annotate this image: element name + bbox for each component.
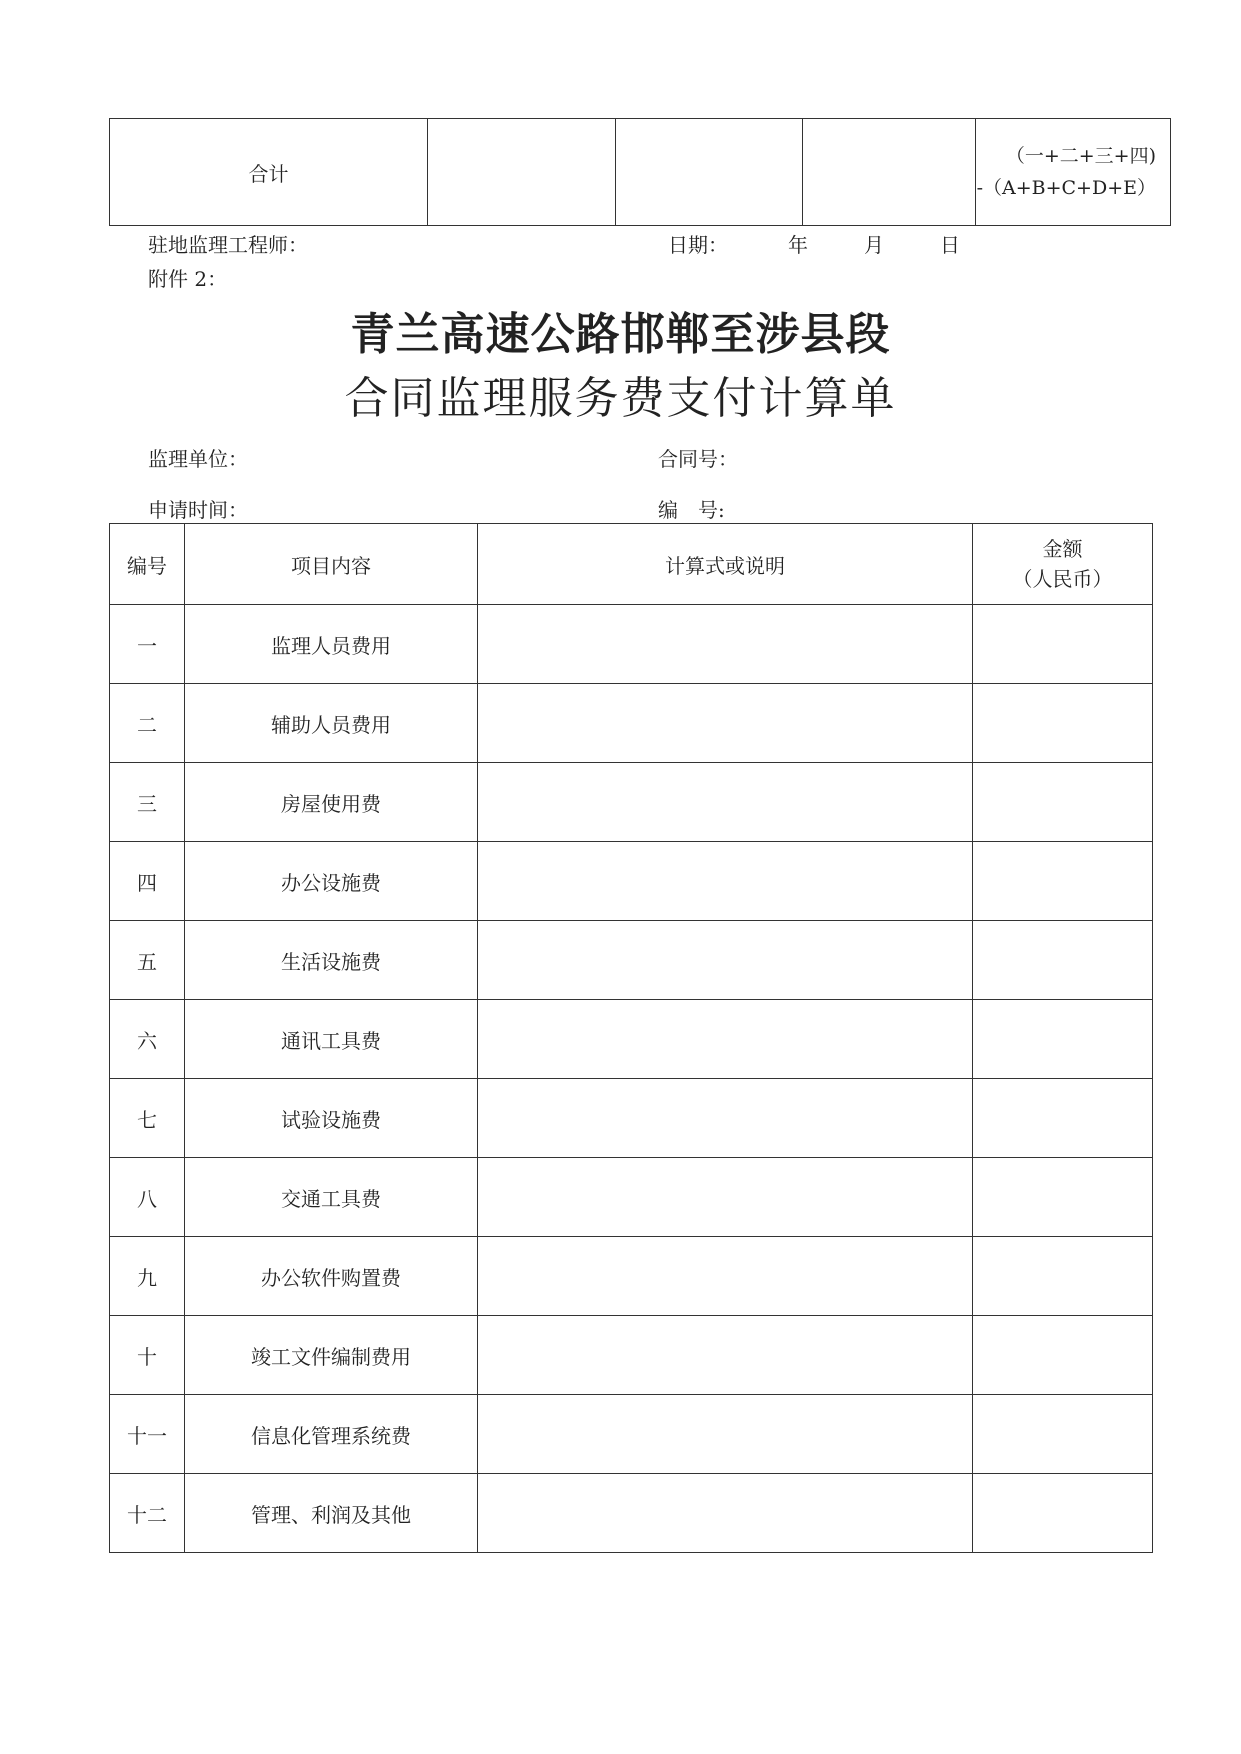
row-item: 信息化管理系统费 [185, 1395, 478, 1474]
summary-cell [616, 119, 803, 226]
contract-number-label: 合同号： [658, 447, 738, 471]
table-row [110, 763, 1153, 842]
attachment-label: 附件 2： [148, 267, 228, 291]
row-item: 试验设施费 [185, 1079, 478, 1158]
row-calc [478, 842, 973, 921]
row-item: 办公设施费 [185, 842, 478, 921]
header-amount-line-1: 金额 [1042, 537, 1083, 561]
row-no: 十二 [110, 1474, 185, 1553]
row-amount [973, 842, 1153, 921]
row-amount [973, 763, 1153, 842]
row-amount [973, 921, 1153, 1000]
header-amount-line-2: （人民币） [1012, 567, 1113, 591]
fee-table [109, 523, 1153, 1553]
header-amount [973, 524, 1153, 605]
summary-label: 合计 [110, 119, 428, 226]
row-amount [973, 684, 1153, 763]
row-amount [973, 1316, 1153, 1395]
header-item: 项目内容 [185, 524, 478, 605]
month-label: 月 [864, 233, 884, 257]
document-subtitle: 合同监理服务费支付计算单 [344, 373, 897, 424]
table-row [110, 921, 1153, 1000]
supervision-unit-label: 监理单位： [148, 447, 248, 471]
table-header-row [110, 524, 1153, 605]
table-row [110, 842, 1153, 921]
row-calc [478, 1395, 973, 1474]
row-no: 三 [110, 763, 185, 842]
document-title: 青兰高速公路邯郸至涉县段 [350, 309, 891, 360]
row-no: 五 [110, 921, 185, 1000]
row-calc [478, 1158, 973, 1237]
table-row [110, 605, 1153, 684]
row-calc [478, 1079, 973, 1158]
table-row [110, 1316, 1153, 1395]
year-label: 年 [788, 233, 808, 257]
formula-line-2: -（A+B+C+D+E） [976, 177, 1156, 199]
summary-row [110, 119, 1171, 226]
formula-line-1: （一+二+三+四) [1005, 145, 1156, 167]
row-item: 管理、利润及其他 [185, 1474, 478, 1553]
row-amount [973, 605, 1153, 684]
table-row [110, 1237, 1153, 1316]
table-row [110, 1000, 1153, 1079]
row-calc [478, 1237, 973, 1316]
row-item: 办公软件购置费 [185, 1237, 478, 1316]
row-no: 六 [110, 1000, 185, 1079]
row-amount [973, 1395, 1153, 1474]
summary-cell [428, 119, 616, 226]
row-item: 交通工具费 [185, 1158, 478, 1237]
engineer-label: 驻地监理工程师： [148, 233, 308, 257]
summary-table [109, 118, 1171, 226]
row-amount [973, 1158, 1153, 1237]
row-item: 辅助人员费用 [185, 684, 478, 763]
row-no: 四 [110, 842, 185, 921]
row-no: 一 [110, 605, 185, 684]
row-amount [973, 1237, 1153, 1316]
table-row [110, 684, 1153, 763]
row-calc [478, 605, 973, 684]
row-no: 七 [110, 1079, 185, 1158]
table-row [110, 1158, 1153, 1237]
row-amount [973, 1474, 1153, 1553]
row-item: 生活设施费 [185, 921, 478, 1000]
row-calc [478, 763, 973, 842]
row-item: 竣工文件编制费用 [185, 1316, 478, 1395]
row-no: 二 [110, 684, 185, 763]
header-no: 编号 [110, 524, 185, 605]
header-calc: 计算式或说明 [478, 524, 973, 605]
summary-cell [803, 119, 976, 226]
row-calc [478, 684, 973, 763]
date-label: 日期： [668, 233, 728, 257]
table-row [110, 1474, 1153, 1553]
summary-formula [976, 119, 1171, 226]
row-calc [478, 1316, 973, 1395]
serial-number-label: 编 号: [658, 498, 725, 522]
day-label: 日 [940, 233, 960, 257]
row-item: 监理人员费用 [185, 605, 478, 684]
row-item: 通讯工具费 [185, 1000, 478, 1079]
apply-time-label: 申请时间： [148, 498, 248, 522]
row-no: 九 [110, 1237, 185, 1316]
row-no: 八 [110, 1158, 185, 1237]
row-calc [478, 1474, 973, 1553]
table-row [110, 1395, 1153, 1474]
row-item: 房屋使用费 [185, 763, 478, 842]
row-amount [973, 1079, 1153, 1158]
row-calc [478, 921, 973, 1000]
row-amount [973, 1000, 1153, 1079]
table-row [110, 1079, 1153, 1158]
row-no: 十 [110, 1316, 185, 1395]
row-calc [478, 1000, 973, 1079]
row-no: 十一 [110, 1395, 185, 1474]
